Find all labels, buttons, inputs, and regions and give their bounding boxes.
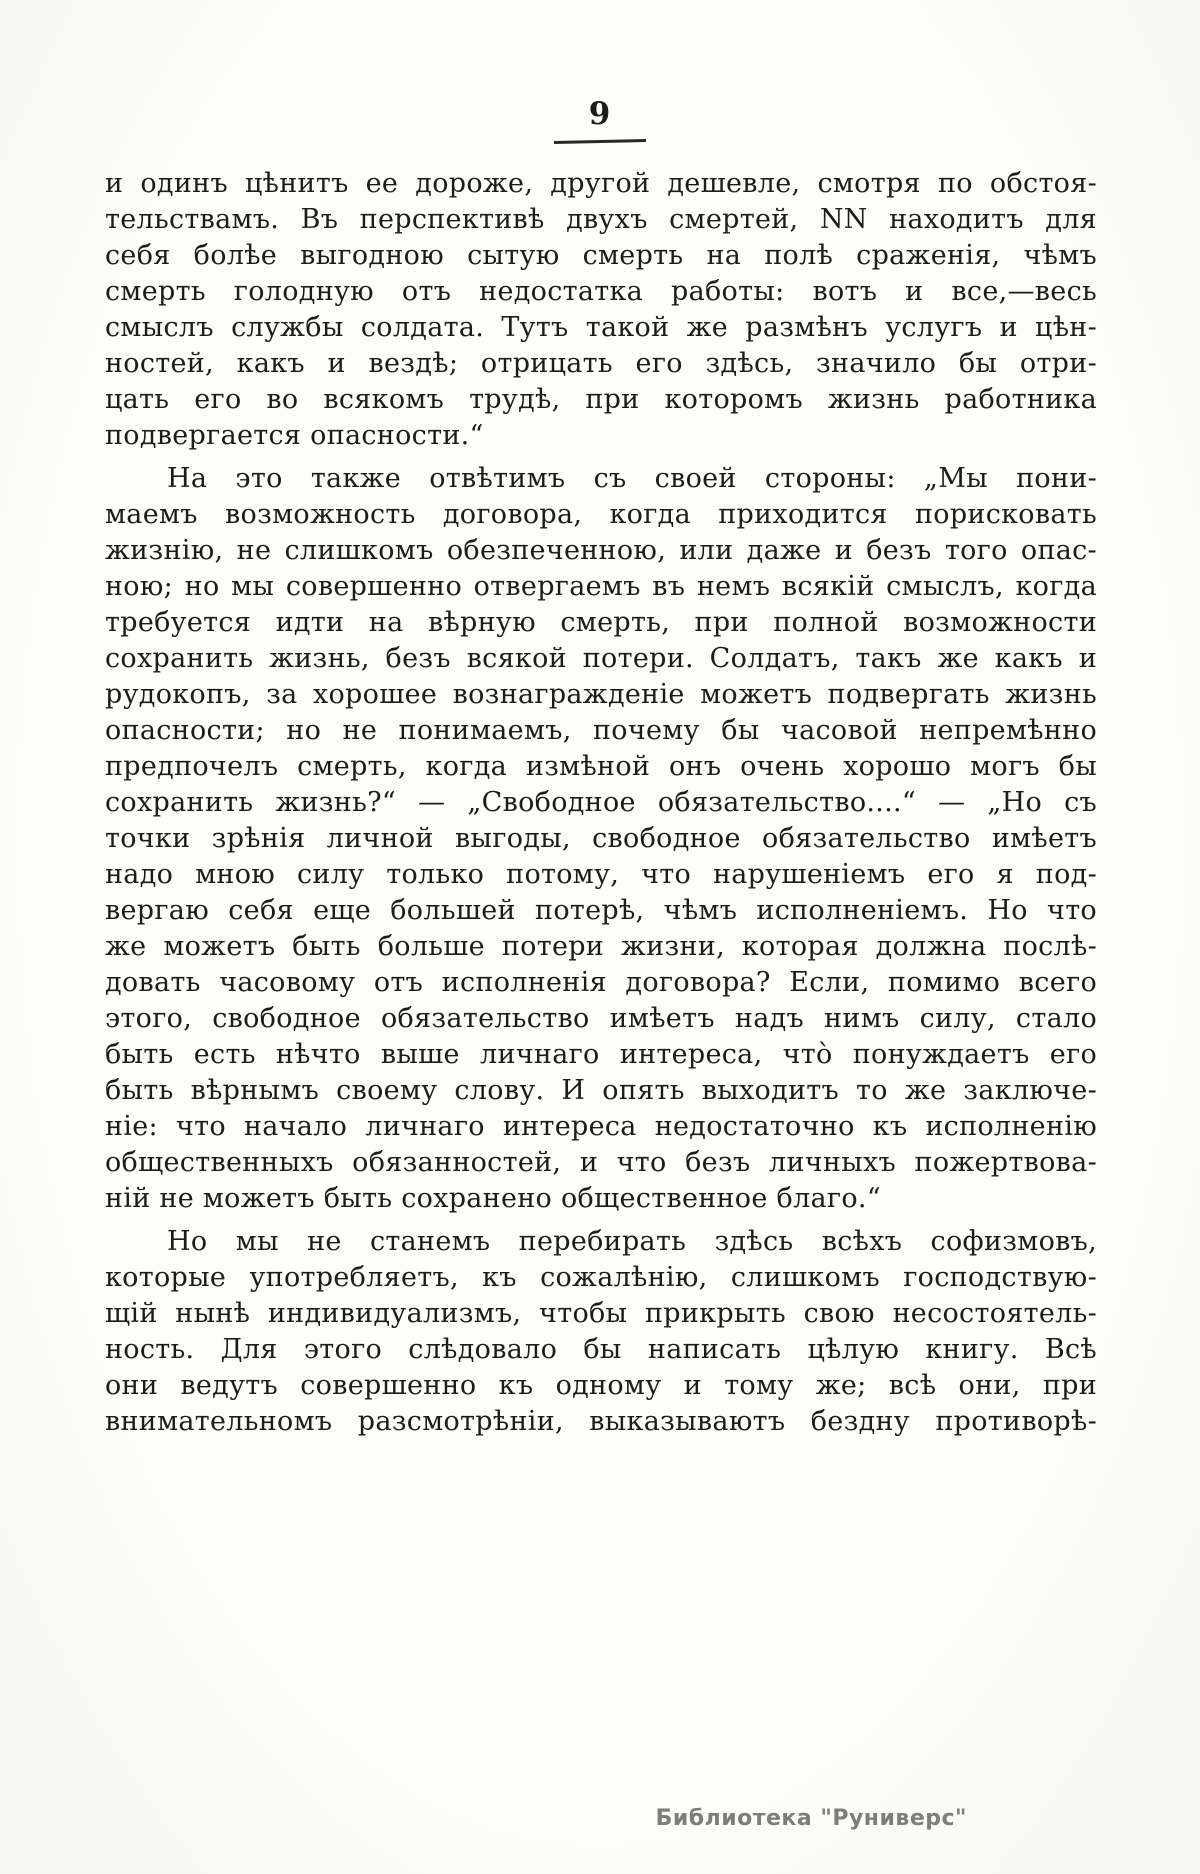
text-line: ность. Для этого слѣдовало бы написать цѣлую книгу. Всѣ bbox=[105, 1334, 1097, 1365]
text-line: ною; но мы совершенно отвергаемъ въ немъ всякій смыслъ, когда bbox=[105, 571, 1097, 602]
text-line: сохранить жизнь?“ — „Свободное обязательство....“ — „Но съ bbox=[105, 787, 1097, 818]
text-line: вергаю себя еще большей потерѣ, чѣмъ исполненіемъ. Но что bbox=[105, 895, 1097, 926]
text-line: ніе: что начало личнаго интереса недостаточно къ исполненію bbox=[105, 1111, 1097, 1142]
text-line: предпочелъ смерть, когда измѣной онъ очень хорошо могъ бы bbox=[105, 751, 1097, 782]
text-line: рудокопъ, за хорошее вознагражденіе можетъ подвергать жизнь bbox=[105, 679, 1097, 710]
text-line: требуется идти на вѣрную смерть, при полной возможности bbox=[105, 607, 1097, 638]
text-line: себя болѣе выгодною сытую смерть на полѣ сраженія, чѣмъ bbox=[105, 240, 1097, 271]
text-line: сохранить жизнь, безъ всякой потери. Солдатъ, такъ же какъ и bbox=[105, 643, 1097, 674]
text-line: которые употребляетъ, къ сожалѣнію, слишкомъ господствую- bbox=[105, 1262, 1097, 1293]
text-line: общественныхъ обязанностей, и что безъ личныхъ пожертвова- bbox=[105, 1147, 1097, 1178]
text-line: и одинъ цѣнитъ ее дороже, другой дешевле, смотря по обстоя- bbox=[105, 168, 1097, 199]
text-line: ній не можетъ быть сохранено общественное благо.“ bbox=[105, 1183, 881, 1214]
text-line: довать часовому отъ исполненія договора? Если, помимо всего bbox=[105, 967, 1097, 998]
text-line: точки зрѣнія личной выгоды, свободное обязательство имѣетъ bbox=[105, 823, 1097, 854]
footer-watermark: Библиотека "Руниверс" bbox=[655, 1806, 967, 1831]
text-line: этого, свободное обязательство имѣетъ надъ нимъ силу, стало bbox=[105, 1003, 1097, 1034]
text-line: жизнію, не слишкомъ обезпеченною, или даже и безъ того опас- bbox=[105, 535, 1097, 566]
paragraph bbox=[105, 1224, 1097, 1440]
text-line: внимательномъ разсмотрѣніи, выказываютъ бездну противорѣ- bbox=[105, 1406, 1097, 1437]
text-line: подвергается опасности.“ bbox=[105, 420, 484, 451]
text-line: смерть голодную отъ недостатка работы: вотъ и все,—весь bbox=[105, 276, 1097, 307]
paragraph bbox=[105, 166, 1097, 454]
page-number-rule bbox=[554, 139, 646, 144]
text-line: быть вѣрнымъ своему слову. И опять выходитъ то же заключе- bbox=[105, 1075, 1097, 1106]
text-line: опасности; но не понимаемъ, почему бы часовой непремѣнно bbox=[105, 715, 1097, 746]
text-line: щій нынѣ индивидуализмъ, чтобы прикрыть свою несостоятель- bbox=[105, 1298, 1097, 1329]
page-header bbox=[0, 96, 1200, 143]
text-line: цать его во всякомъ трудѣ, при которомъ жизнь работника bbox=[105, 384, 1097, 415]
text-line: ностей, какъ и вездѣ; отрицать его здѣсь, значило бы отри- bbox=[105, 348, 1097, 379]
text-line: смыслъ службы солдата. Тутъ такой же размѣнъ услугъ и цѣн- bbox=[105, 312, 1097, 343]
page-text bbox=[105, 166, 1097, 1440]
text-line: тельствамъ. Въ перспективѣ двухъ смертей, NN находитъ для bbox=[105, 204, 1097, 235]
paragraph bbox=[105, 461, 1097, 1217]
text-line: Но мы не станемъ перебирать здѣсь всѣхъ софизмовъ, bbox=[167, 1226, 1097, 1257]
text-line: быть есть нѣчто выше личнаго интереса, что̀ понуждаетъ его bbox=[105, 1039, 1097, 1070]
text-line: надо мною силу только потому, что нарушеніемъ его я под- bbox=[105, 859, 1097, 890]
text-line: На это также отвѣтимъ съ своей стороны: „Мы пони- bbox=[167, 463, 1097, 494]
page-number: 9 bbox=[588, 96, 612, 132]
text-line: маемъ возможность договора, когда приходится порисковать bbox=[105, 499, 1097, 530]
text-line: они ведутъ совершенно къ одному и тому же; всѣ они, при bbox=[105, 1370, 1097, 1401]
text-line: же можетъ быть больше потери жизни, которая должна послѣ- bbox=[105, 931, 1097, 962]
